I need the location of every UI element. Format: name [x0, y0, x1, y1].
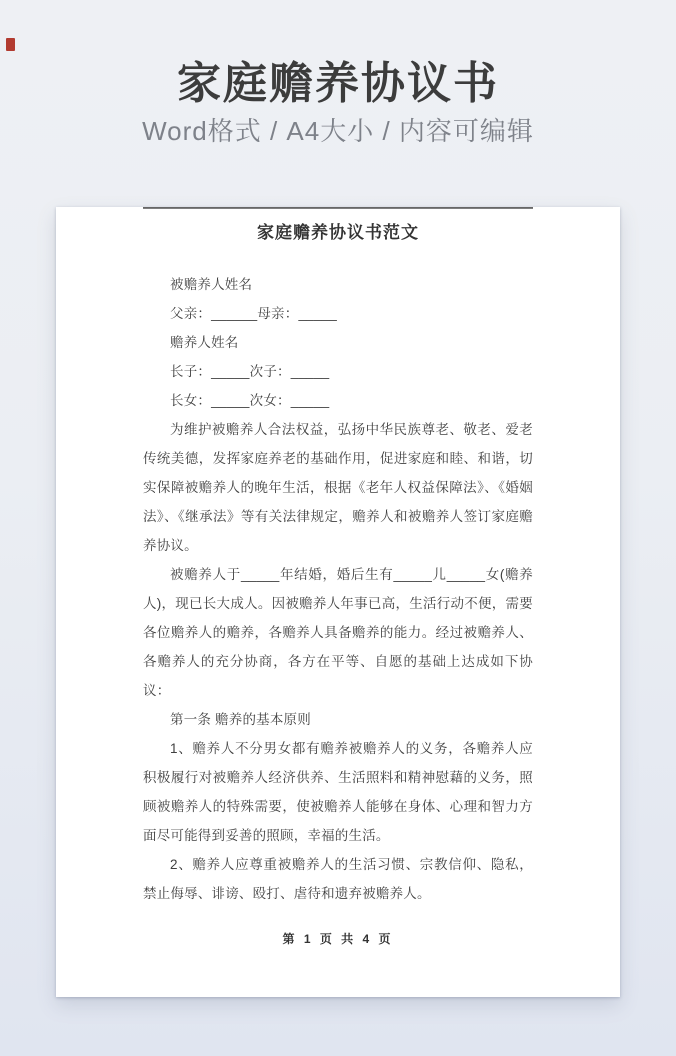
- document-content: [56, 207, 620, 997]
- page-number: 第 1 页 共 4 页: [282, 932, 394, 947]
- document-title: 家庭赡养协议书范文: [257, 223, 419, 243]
- form-line-dependent-name: 被赡养人姓名: [170, 277, 253, 293]
- corner-marker-icon: [6, 38, 15, 51]
- document-preview-sheet: [56, 207, 620, 997]
- section-heading: 第一条 赡养的基本原则: [170, 712, 311, 728]
- clause-1: 1、赡养人不分男女都有赡养被赡养人的义务，各赡养人应积极履行对被赡养人经济供养、生活照料和精神慰藉的义务，照顾被赡养人的特殊需要，使被赡养人能够在身体、心理和智力方面尽可能得到妥善的照顾，幸福的生活。: [143, 741, 533, 844]
- clause-2: 2、赡养人应尊重被赡养人的生活习惯、宗教信仰、隐私，禁止侮辱、诽谤、殴打、虐待和遗弃被赡养人。: [143, 857, 533, 902]
- form-line-daughters: 长女：_____次女：_____: [170, 393, 330, 409]
- paragraph-background: 被赡养人于_____年结婚，婚后生有_____儿_____女(赡养人)，现已长大成人。因被赡养人年事已高，生活行动不便，需要各位赡养人的赡养，各赡养人具备赡养的能力。经过被赡养人、各赡养人的充分协商，各方在平等、自愿的基础上达成如下协议：: [143, 567, 533, 699]
- form-line-parents: 父亲：______母亲：_____: [170, 306, 337, 322]
- form-line-sons: 长子：_____次子：_____: [170, 364, 330, 380]
- form-line-supporter-name: 赡养人姓名: [170, 335, 239, 351]
- header: [0, 0, 676, 146]
- document-top-rule: [143, 207, 533, 209]
- page-title: 家庭赡养协议书: [177, 59, 499, 108]
- paragraph-preamble: 为维护被赡养人合法权益，弘扬中华民族尊老、敬老、爱老传统美德，发挥家庭养老的基础作用，促进家庭和睦、和谐，切实保障被赡养人的晚年生活，根据《老年人权益保障法》、《婚姻法》、《继承法》等有关法律规定，赡养人和被赡养人签订家庭赡养协议。: [143, 422, 533, 554]
- page-subtitle: Word格式 / A4大小 / 内容可编辑: [142, 116, 534, 147]
- document-body: [143, 270, 533, 908]
